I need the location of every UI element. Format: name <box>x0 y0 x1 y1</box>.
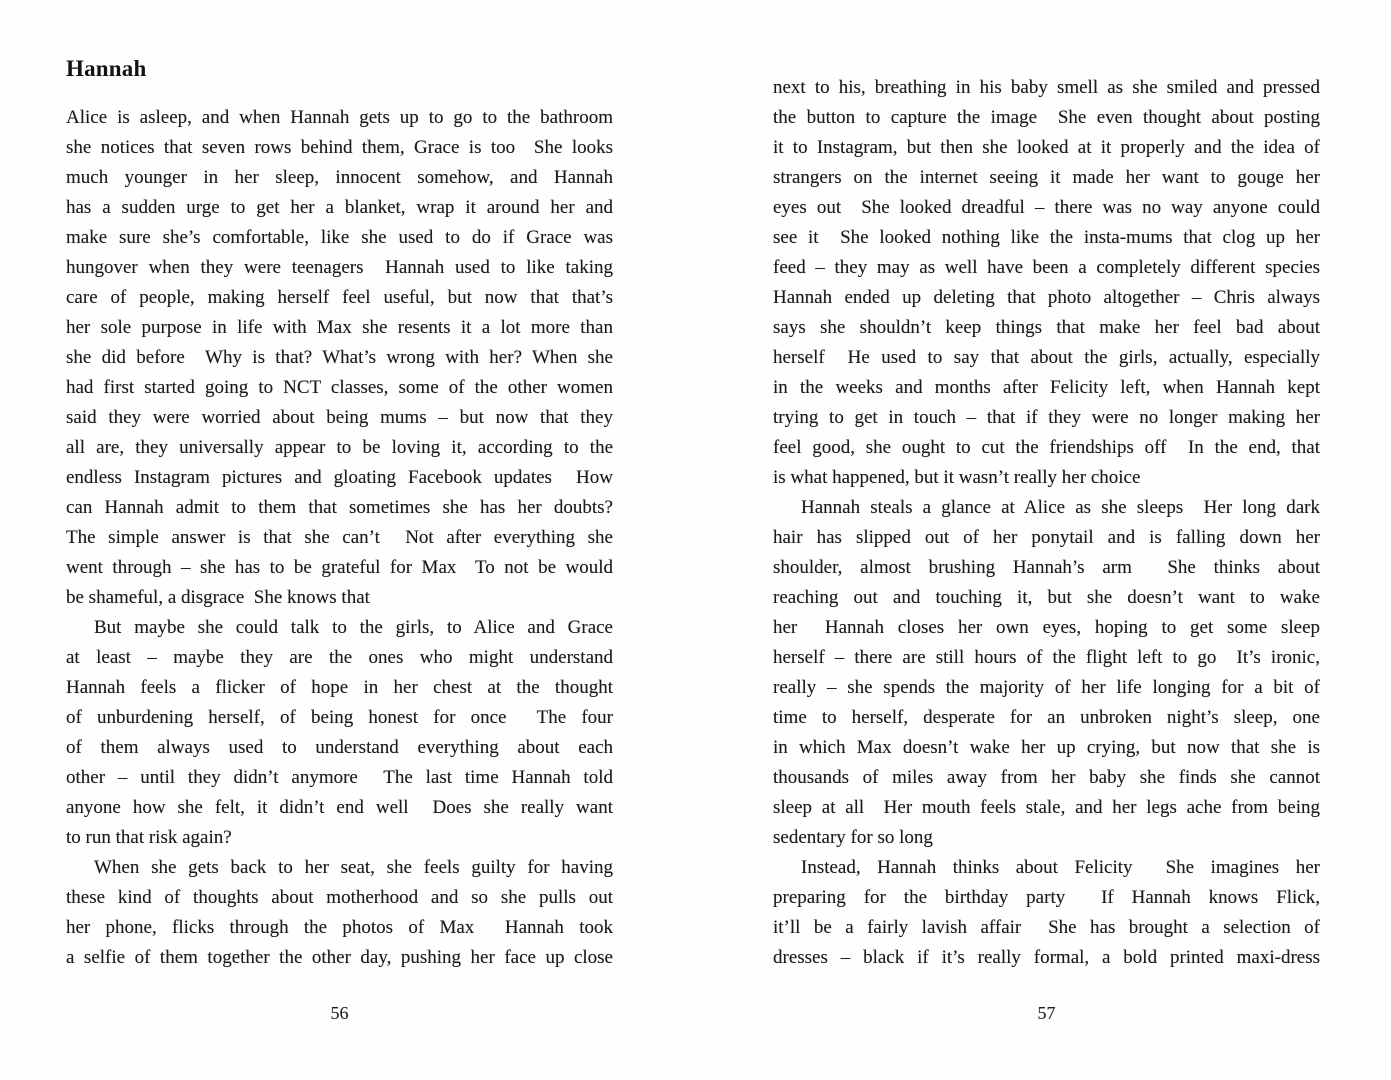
text-line: sleep at all Her mouth feels stale, and her legs ache from being <box>773 797 1320 818</box>
text-line: of unburdening herself, of being honest for once The four <box>66 707 613 728</box>
text-line: other – until they didn’t anymore The last time Hannah told <box>66 767 613 788</box>
text-line: she did before Why is that? What’s wrong with her? When she <box>66 347 613 368</box>
text-line: much younger in her sleep, innocent somehow, and Hannah <box>66 167 613 188</box>
text-line: trying to get in touch – that if they were no longer making her <box>773 407 1320 428</box>
text-line: care of people, making herself feel useful, but now that that’s <box>66 287 613 308</box>
text-line: Hannah feels a flicker of hope in her chest at the thought <box>66 677 613 698</box>
text-line: see it She looked nothing like the insta-mums that clog up her <box>773 227 1320 248</box>
text-line: her Hannah closes her own eyes, hoping to get some sleep <box>773 617 1320 638</box>
text-line: it’ll be a fairly lavish affair She has brought a selection of <box>773 917 1320 938</box>
text-line: Alice is asleep, and when Hannah gets up to go to the bathroom <box>66 107 613 128</box>
page-number-right: 57 <box>1037 1003 1056 1023</box>
text-line: dresses – black if it’s really formal, a bold printed maxi-dress <box>773 947 1320 968</box>
text-line: shoulder, almost brushing Hannah’s arm She thinks about <box>773 557 1320 578</box>
text-line: hungover when they were teenagers Hannah used to like taking <box>66 257 613 278</box>
text-line: can Hannah admit to them that sometimes she has her doubts? <box>66 497 613 518</box>
text-line: said they were worried about being mums – but now that they <box>66 407 613 428</box>
chapter-heading: Hannah <box>66 56 147 81</box>
text-line: feel good, she ought to cut the friendships off In the end, that <box>773 437 1320 458</box>
text-line: in which Max doesn’t wake her up crying, but now that she is <box>773 737 1320 758</box>
text-line: to run that risk again? <box>66 827 232 848</box>
text-line: endless Instagram pictures and gloating Facebook updates How <box>66 467 613 488</box>
text-line: a selfie of them together the other day, pushing her face up close <box>66 947 613 968</box>
text-line: time to herself, desperate for an unbroken night’s sleep, one <box>773 707 1320 728</box>
text-line: hair has slipped out of her ponytail and is falling down her <box>773 527 1320 548</box>
text-line: herself – there are still hours of the flight left to go It’s ironic, <box>773 647 1320 668</box>
text-line: reaching out and touching it, but she doesn’t want to wake <box>773 587 1320 608</box>
text-line: feed – they may as well have been a completely different species <box>773 257 1320 278</box>
text-line: sedentary for so long <box>773 827 933 848</box>
text-line: When she gets back to her seat, she feels guilty for having <box>94 857 613 878</box>
text-line: these kind of thoughts about motherhood and so she pulls out <box>66 887 613 908</box>
text-line: The simple answer is that she can’t Not after everything she <box>66 527 613 548</box>
text-line: really – she spends the majority of her life longing for a bit of <box>773 677 1320 698</box>
text-line: in the weeks and months after Felicity left, when Hannah kept <box>773 377 1320 398</box>
text-line: is what happened, but it wasn’t really her choice <box>773 467 1141 488</box>
text-line: her sole purpose in life with Max she resents it a lot more than <box>66 317 613 338</box>
text-line: thousands of miles away from her baby she finds she cannot <box>773 767 1320 788</box>
text-line: all are, they universally appear to be loving it, according to the <box>66 437 613 458</box>
text-line: her phone, flicks through the photos of Max Hannah took <box>66 917 613 938</box>
right-page-text <box>773 73 1320 973</box>
text-line: be shameful, a disgrace She knows that <box>66 587 370 608</box>
text-line: she notices that seven rows behind them, Grace is too She looks <box>66 137 613 158</box>
text-line: herself He used to say that about the girls, actually, especially <box>773 347 1320 368</box>
text-line: But maybe she could talk to the girls, to Alice and Grace <box>94 617 613 638</box>
text-line: it to Instagram, but then she looked at it properly and the idea of <box>773 137 1320 158</box>
text-line: has a sudden urge to get her a blanket, wrap it around her and <box>66 197 613 218</box>
text-line: says she shouldn’t keep things that make her feel bad about <box>773 317 1320 338</box>
text-line: at least – maybe they are the ones who might understand <box>66 647 613 668</box>
text-line: eyes out She looked dreadful – there was no way anyone could <box>773 197 1320 218</box>
text-line: strangers on the internet seeing it made her want to gouge her <box>773 167 1320 188</box>
text-line: of them always used to understand everything about each <box>66 737 613 758</box>
text-line: Hannah steals a glance at Alice as she sleeps Her long dark <box>801 497 1320 518</box>
text-line: Hannah ended up deleting that photo altogether – Chris always <box>773 287 1320 308</box>
text-line: make sure she’s comfortable, like she used to do if Grace was <box>66 227 613 248</box>
left-page-text <box>66 103 613 973</box>
text-line: the button to capture the image She even thought about posting <box>773 107 1320 128</box>
text-line: had first started going to NCT classes, some of the other women <box>66 377 613 398</box>
page-number-left: 56 <box>330 1003 349 1023</box>
text-line: preparing for the birthday party If Hannah knows Flick, <box>773 887 1320 908</box>
text-line: anyone how she felt, it didn’t end well Does she really want <box>66 797 613 818</box>
text-line: next to his, breathing in his baby smell as she smiled and pressed <box>773 77 1320 98</box>
text-line: went through – she has to be grateful for Max To not be would <box>66 557 613 578</box>
text-line: Instead, Hannah thinks about Felicity She imagines her <box>801 857 1320 878</box>
